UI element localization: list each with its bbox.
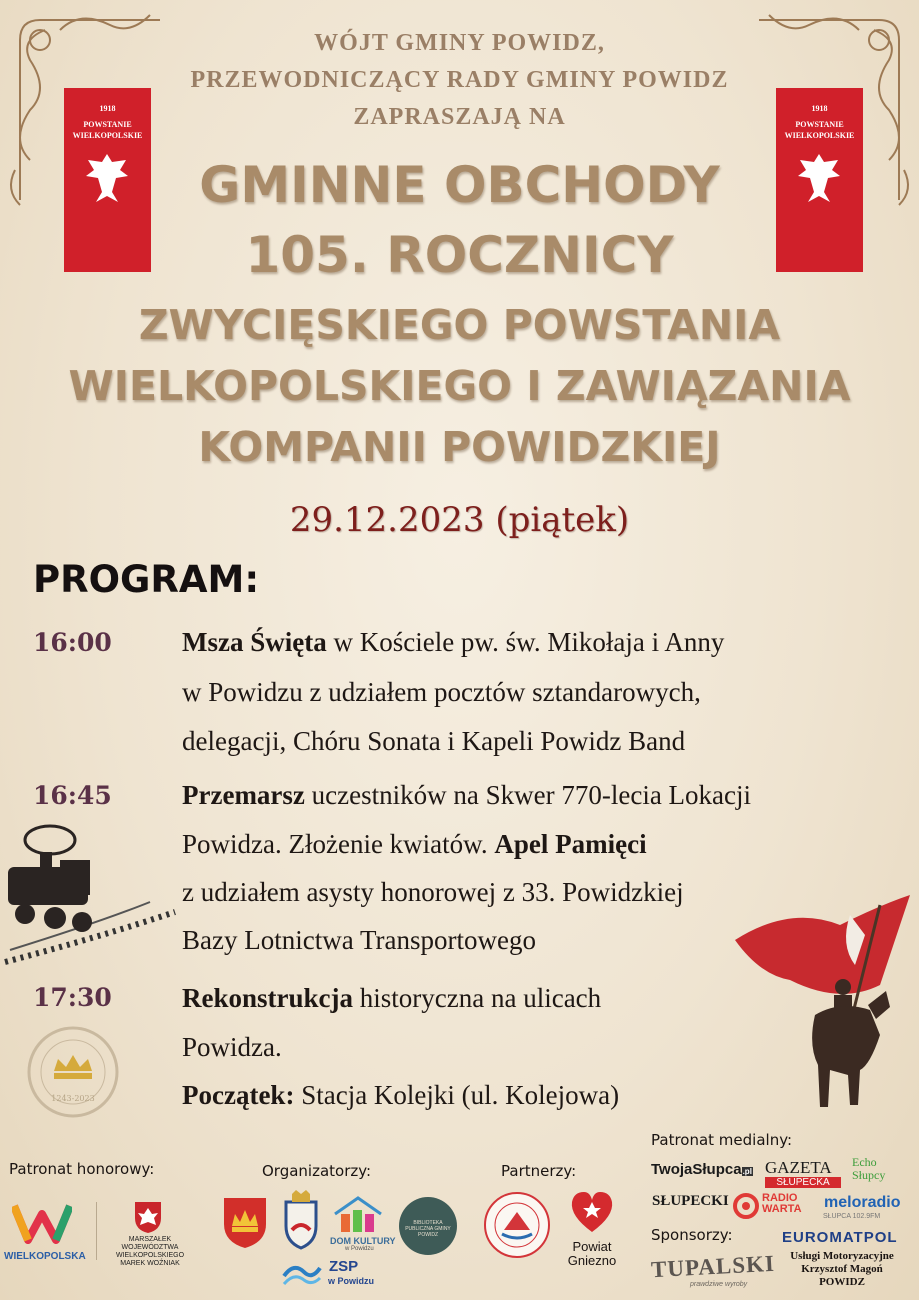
marshal-label: MARSZAŁEK WOJEWÓDZTWA WIELKOPOLSKIEGO MAREK WOŹNIAK <box>115 1236 185 1267</box>
tupalski-sub: prawdziwe wyroby <box>690 1281 748 1288</box>
twoja-slupca-logo: TwojaSłupca.pl <box>651 1161 752 1178</box>
lokacja-seal <box>26 1025 120 1119</box>
program-item-2-line-1: Przemarsz uczestników na Skwer 770-lecia Lokacji <box>182 780 752 810</box>
title-line-5: KOMPANII POWIDZKIEJ <box>198 423 721 471</box>
divider <box>96 1202 97 1260</box>
train-illustration <box>0 822 185 972</box>
title-line-1: GMINNE OBCHODY <box>199 156 720 214</box>
banner-text-2: WIELKOPOLSKIE <box>784 131 855 140</box>
slupecki-logo: SŁUPECKI <box>652 1193 729 1209</box>
wave-logo-icon <box>282 1256 322 1288</box>
program-time-3: 17:30 <box>33 983 112 1012</box>
gmina-crest-icon <box>278 1190 324 1250</box>
title-line-2: 105. ROCZNICY <box>245 226 674 284</box>
banner-year: 1918 <box>811 104 828 113</box>
program-item-2-line-4: Bazy Lotnictwa Transportowego <box>182 925 536 955</box>
gazeta-slupecka-sub: SŁUPECKA <box>765 1177 841 1188</box>
powiat-gniezno-heart-icon <box>568 1190 616 1234</box>
euromatpol-description: Usługi Motoryzacyjne Krzysztof Magoń POWIDZ <box>790 1250 894 1288</box>
tupalski-logo: TUPALSKI <box>650 1250 776 1283</box>
program-item-3-line-3: Początek: Stacja Kolejki (ul. Kolejowa) <box>182 1080 620 1110</box>
marshal-coat-of-arms-icon <box>133 1200 163 1234</box>
sponsors-label: Sponsorzy: <box>651 1226 733 1244</box>
wielkopolska-logo-icon <box>12 1200 72 1246</box>
dom-kultury-label: DOM KULTURY <box>330 1236 396 1246</box>
program-heading: PROGRAM: <box>33 558 260 601</box>
rider-with-flag-illustration <box>730 895 919 1120</box>
banner-text-2: WIELKOPOLSKIE <box>72 131 143 140</box>
wielkopolska-label: WIELKOPOLSKA <box>4 1251 86 1262</box>
program-item-1-line-2: w Powidzu z udziałem pocztów sztandarowych, <box>182 677 701 707</box>
program-time-1: 16:00 <box>33 628 112 657</box>
radio-warta-label: RADIO WARTA <box>762 1192 802 1215</box>
powiat-gniezno-label: Powiat Gniezno <box>567 1239 617 1268</box>
echo-slupcy-logo: Echo Słupcy <box>852 1155 886 1182</box>
meloradio-logo: meloradio <box>824 1194 901 1211</box>
meloradio-sub: SŁUPCA 102.9FM <box>823 1213 881 1220</box>
seal-years: 1243-2023 <box>51 1094 95 1103</box>
honorary-patronage-label: Patronat honorowy: <box>9 1160 155 1178</box>
invitation-line-3: ZAPRASZAJĄ NA <box>353 104 566 130</box>
euromatpol-logo: EUROMATPOL <box>782 1229 898 1246</box>
program-item-1-line-3: delegacji, Chóru Sonata i Kapeli Powidz Band <box>182 726 686 756</box>
title-line-4: WIELKOPOLSKIEGO I ZAWIĄZANIA <box>68 362 851 410</box>
zsp-label: ZSP <box>329 1258 359 1275</box>
title-line-3: ZWYCIĘSKIEGO POWSTANIA <box>138 301 781 349</box>
powidz-coat-of-arms-icon <box>222 1196 268 1250</box>
biblioteka-label: BIBLIOTEKA PUBLICZNA GMINY POWIDZ <box>405 1220 451 1238</box>
organizers-label: Organizatorzy: <box>262 1162 372 1180</box>
event-date: 29.12.2023 (piątek) <box>289 500 630 540</box>
partner-seal-icon <box>482 1190 552 1260</box>
banner-text-1: POWSTANIE <box>795 120 844 129</box>
banner-year: 1918 <box>99 104 116 113</box>
program-time-2: 16:45 <box>33 781 112 810</box>
program-item-2-line-2: Powidza. Złożenie kwiatów. Apel Pamięci <box>182 829 647 859</box>
zsp-sub: w Powidzu <box>328 1276 374 1286</box>
dom-kultury-sub: w Powidzu <box>345 1246 374 1252</box>
dom-kultury-logo-icon <box>333 1196 383 1234</box>
program-item-3-line-1: Rekonstrukcja historyczna na ulicach <box>182 983 602 1013</box>
gazeta-slupecka-logo: GAZETA <box>765 1158 832 1177</box>
invitation-line-1: WÓJT GMINY POWIDZ, <box>314 30 605 56</box>
program-item-2-line-3: z udziałem asysty honorowej z 33. Powidzkiej <box>182 877 684 907</box>
partners-label: Partnerzy: <box>501 1162 577 1180</box>
program-item-1-line-1: Msza Święta w Kościele pw. św. Mikołaja i Anny <box>182 627 725 657</box>
media-patronage-label: Patronat medialny: <box>651 1131 793 1149</box>
program-item-3-line-2: Powidza. <box>182 1032 282 1062</box>
banner-text-1: POWSTANIE <box>83 120 132 129</box>
radio-warta-icon <box>733 1193 759 1219</box>
invitation-line-2: PRZEWODNICZĄCY RADY GMINY POWIDZ <box>190 67 729 93</box>
